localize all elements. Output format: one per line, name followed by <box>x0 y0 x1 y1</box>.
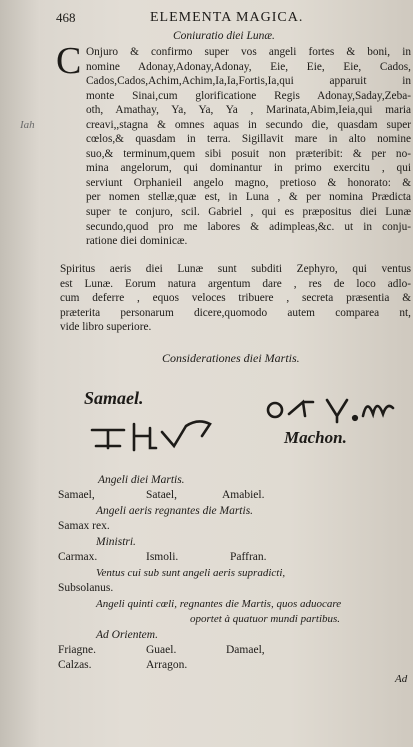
minister-item: Paffran. <box>230 551 267 563</box>
text-line: cœlos,& quasdam in terra. Sigillavit mare in alto nomine <box>86 133 411 146</box>
rex-line: Samax rex. <box>58 520 110 532</box>
page-number: 468 <box>56 10 76 25</box>
catchword: Ad <box>395 673 408 685</box>
drop-cap: C <box>56 40 82 82</box>
quinti-line-1: Angeli quinti cœli, regnantes die Martis, quos aduocare <box>96 598 342 610</box>
orient-item: Friagne. <box>58 644 97 656</box>
angel-item: Amabiel. <box>222 489 265 501</box>
page-gutter <box>0 0 40 747</box>
text-line: præterita personarum dicere,quomodo autem comparea nt, <box>60 306 411 319</box>
text-line: secundo,quod pro me labores & adimpleas,&c. ut in conju- <box>86 220 411 233</box>
quinti-line-2: oportet à quatuor mundi partibus. <box>190 613 341 625</box>
angel-item: Samael, <box>58 489 95 501</box>
ad-orientem: Ad Orientem. <box>96 629 158 641</box>
orient-item: Calzas. <box>58 659 92 671</box>
text-line: suo,& terminum,quem sibi posuit non præteribit: & per no- <box>86 147 411 160</box>
paragraph-spiritus <box>60 262 411 335</box>
orient-item: Arragon. <box>146 659 188 671</box>
section-title-martis: Considerationes diei Martis. <box>162 351 300 365</box>
orient-item: Damael, <box>226 644 265 656</box>
text-line: vide libro superiore. <box>60 321 152 334</box>
margin-note: Iah <box>20 119 35 131</box>
section-title-luna: Coniuratio diei Lunæ. <box>173 30 275 42</box>
running-title: ELEMENTA MAGICA. <box>150 10 304 25</box>
angel-seal-glyph <box>90 418 215 454</box>
planet-character-glyph <box>265 392 395 424</box>
text-line: creavi,,stagna & omnes aquas in secundo die, quasdam super <box>86 118 411 131</box>
ventus-line: Ventus cui sub sunt angeli aeris supradicti, <box>96 567 286 579</box>
orient-item: Guael. <box>146 644 177 656</box>
angeli-heading: Angeli diei Martis. <box>98 474 185 486</box>
minister-item: Carmax. <box>58 551 98 563</box>
text-line: Onjuro & confirmo super vos angeli fortes & boni, in <box>86 46 411 58</box>
text-line: ratione diei dominicæ. <box>86 235 188 248</box>
paragraph-coniuratio <box>86 45 411 249</box>
text-line: est Lunæ. Eorum natura argentum dare , res de loco adlo- <box>60 277 411 290</box>
heaven-name-machon: Machon. <box>284 428 347 447</box>
angel-item: Satael, <box>146 489 177 501</box>
minister-item: Ismoli. <box>146 551 179 563</box>
text-line: Spiritus aeris diei Lunæ sunt subditi Zephyro, qui ventus <box>60 263 411 275</box>
text-line: super te conjuro, scil. Gabriel , qui es præpositus diei Lunæ <box>86 206 411 219</box>
ministri-heading: Ministri. <box>96 536 136 548</box>
text-line: nomine Adonay,Adonay,Adonay, Eie, Eie, Eie, Cados, <box>86 60 411 73</box>
text-line: mina angelorum, qui dominantur in primo exercitu , qui <box>86 162 411 175</box>
text-line: serviunt Orphanieil angelo magno, pretioso & honorato: & <box>86 176 411 189</box>
aeris-heading: Angeli aeris regnantes die Martis. <box>96 505 254 517</box>
text-line: per nomen stellæ,quæ est, in Luna , & per nomina Prædicta <box>86 191 411 204</box>
text-line: cum deferre , equos veloces tribuere , secreta præsentia & <box>60 292 411 305</box>
text-line: monte Sinai,cum glorificatione Regis Adonay,Saday,Zeba- <box>86 89 411 102</box>
text-line: oth, Amathay, Ya, Ya, Ya , Marinata,Abim,Ieia,qui maria <box>86 104 411 117</box>
angel-name-samael: Samael. <box>84 388 144 408</box>
text-line: Cados,Cados,Achim,Achim,Ia,Ia,Fortis,Ia,qui apparuit in <box>86 75 411 88</box>
ventus-name: Subsolanus. <box>58 582 114 594</box>
